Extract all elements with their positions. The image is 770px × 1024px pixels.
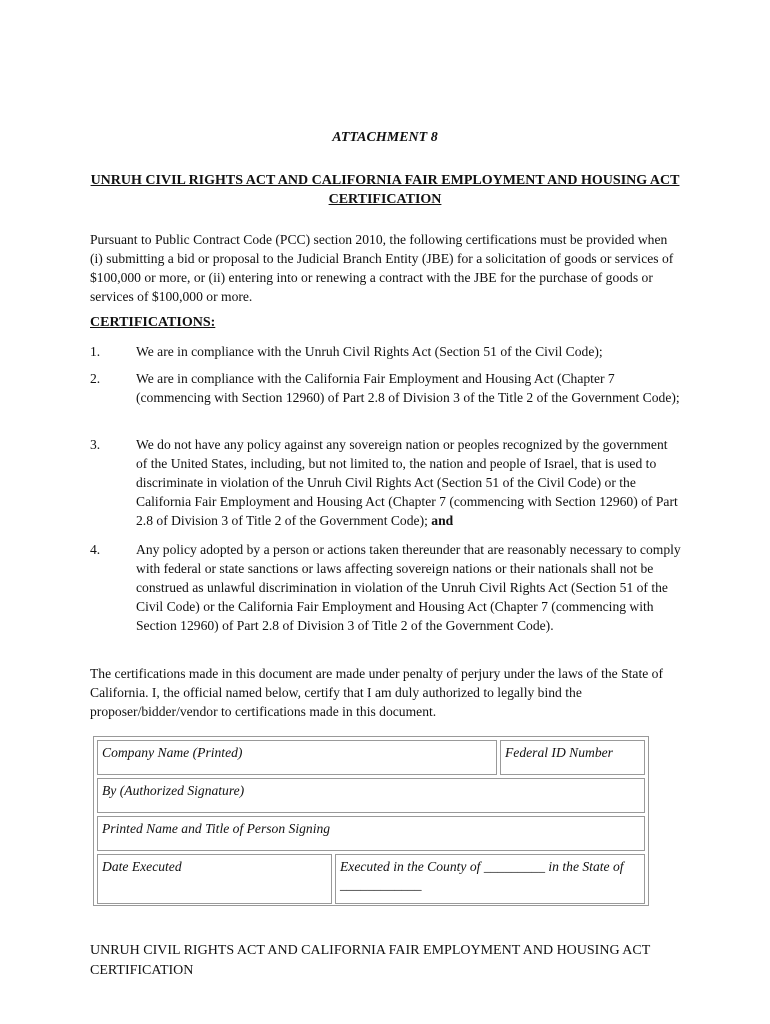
item-text: Any policy adopted by a person or actions taken thereunder that are reasonably necessary to comply with federal or state sanctions or laws affecting sovereign nations or their nationals shall not be construed as unlawful discrimination in violation of the Unruh Civil Rights Act (Section 51 of the Civil Code) or the California Fair Employment and Housing Act (Chapter 7 (commencing with Section 12960) of Part 2.8 of Division 3 of Title 2 of the Government Code). — [136, 542, 681, 633]
signature-form-table — [93, 736, 649, 906]
certification-item — [90, 540, 682, 635]
executed-county-field[interactable] — [335, 854, 645, 904]
federal-id-label: Federal ID Number — [505, 745, 613, 760]
item-trailing-bold: and — [431, 513, 454, 528]
federal-id-field[interactable] — [500, 740, 645, 775]
certification-item — [90, 342, 682, 361]
authorized-signature-label: By (Authorized Signature) — [102, 783, 245, 798]
item-number: 3. — [90, 437, 101, 452]
certifications-heading: CERTIFICATIONS: — [90, 315, 216, 330]
printed-name-field[interactable] — [97, 816, 645, 851]
certification-item — [90, 435, 682, 530]
executed-county-label: Executed in the County of _________ in the State of ____________ — [340, 859, 624, 892]
item-text: We are in compliance with the California Fair Employment and Housing Act (Chapter 7 (commencing with Section 12960) of Part 2.8 of Division 3 of the Title 2 of the Government Code); — [136, 371, 680, 405]
printed-name-label: Printed Name and Title of Person Signing — [102, 821, 331, 836]
item-number: 4. — [90, 542, 101, 557]
company-name-label: Company Name (Printed) — [102, 745, 243, 760]
date-executed-label: Date Executed — [102, 859, 182, 874]
page-footer: UNRUH CIVIL RIGHTS ACT AND CALIFORNIA FAIR EMPLOYMENT AND HOUSING ACT CERTIFICATION — [90, 943, 651, 978]
attachment-label: ATTACHMENT 8 — [332, 130, 438, 145]
authorized-signature-field[interactable] — [97, 778, 645, 813]
item-number: 1. — [90, 344, 101, 359]
item-text: We do not have any policy against any sovereign nation or peoples recognized by the government of the United States, including, but not limited to, the nation and people of Israel, that is used to discriminate in violation of the Unruh Civil Rights Act (Section 51 of the Civil Code) or the California Fair Employment and Housing Act (Chapter 7 (commencing with Section 12960) of Part 2.8 of Division 3 of Title 2 of the Government Code); — [136, 437, 678, 528]
intro-paragraph: Pursuant to Public Contract Code (PCC) section 2010, the following certifications must be provided when (i) submitting a bid or proposal to the Judicial Branch Entity (JBE) for a solicitation of goods or services of $100,000 or more, or (ii) entering into or renewing a contract with the JBE for the purchase of goods or services of $100,000 or more. — [90, 232, 674, 304]
item-number: 2. — [90, 371, 101, 386]
closing-paragraph: The certifications made in this document are made under penalty of perjury under the laws of the State of California. I, the official named below, certify that I am duly authorized to legally bind the proposer/bidder/vendor to certifications made in this document. — [90, 666, 664, 719]
document-title: UNRUH CIVIL RIGHTS ACT AND CALIFORNIA FAIR EMPLOYMENT AND HOUSING ACT CERTIFICATION — [90, 173, 680, 207]
item-text-container — [136, 435, 682, 530]
certification-item — [90, 369, 682, 407]
company-name-field[interactable] — [97, 740, 497, 775]
item-text: We are in compliance with the Unruh Civil Rights Act (Section 51 of the Civil Code); — [136, 344, 603, 359]
date-executed-field[interactable] — [97, 854, 332, 904]
